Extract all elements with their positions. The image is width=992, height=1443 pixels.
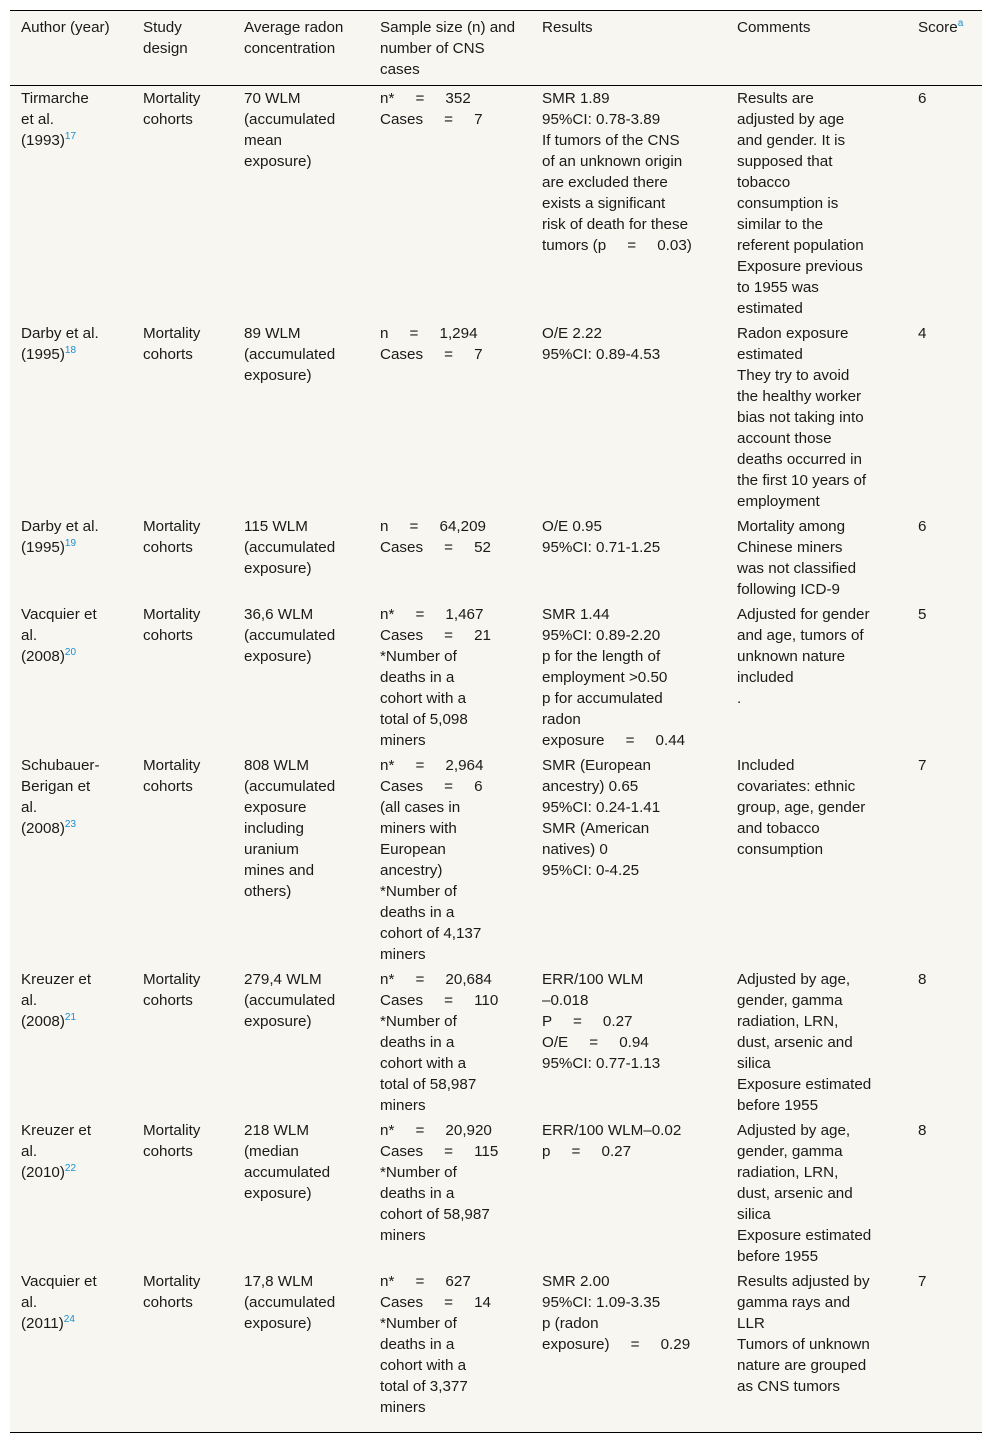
design-line: cohorts: [143, 346, 193, 363]
radon-line: uranium: [244, 841, 299, 858]
comments-line: employment: [737, 493, 820, 510]
cell-score: [907, 1269, 982, 1420]
design-line: cohorts: [143, 1143, 193, 1160]
cell-author: [10, 514, 132, 602]
radon-line: mean: [244, 132, 282, 149]
cell-radon: [233, 514, 369, 602]
author-line: $(2008)^{21}$: [21, 1011, 77, 1030]
results-line: SMR 1.89: [542, 90, 610, 107]
radon-line: (accumulated: [244, 627, 336, 644]
comments-line: estimated: [737, 346, 803, 363]
sample-line: cohort with a: [380, 1055, 467, 1072]
sample-line: deaths in a: [380, 669, 455, 686]
comments-line: Adjusted by age,: [737, 971, 851, 988]
radon-line: (accumulated: [244, 111, 336, 128]
results-line: If tumors of the CNS: [542, 132, 680, 149]
reference-link[interactable]: 18: [64, 344, 77, 356]
comments-line: was not classified: [737, 560, 857, 577]
results-line: SMR 2.00: [542, 1273, 610, 1290]
comments-line: dust, arsenic and: [737, 1034, 853, 1051]
table-body: [10, 86, 982, 1421]
sample-line: *Number of: [380, 1315, 457, 1332]
sample-line: deaths in a: [380, 1336, 455, 1353]
results-line: p = 0.27: [542, 1143, 632, 1160]
table-row: [10, 602, 982, 753]
radon-line: 89 WLM: [244, 325, 301, 342]
design-line: cohorts: [143, 111, 193, 128]
comments-line: silica: [737, 1055, 771, 1072]
radon-line: 279,4 WLM: [244, 971, 322, 988]
score-value: 8: [918, 971, 927, 988]
table-header-row: [10, 11, 982, 86]
author-line: $(2011)^{24}$: [21, 1313, 75, 1332]
comments-line: before 1955: [737, 1097, 819, 1114]
results-line: exposure = 0.44: [542, 732, 686, 749]
comments-line: silica: [737, 1206, 771, 1223]
cell-design: [132, 602, 233, 753]
sample-line: Cases = 6: [380, 778, 483, 795]
sample-line: Cases = 110: [380, 992, 499, 1009]
radon-line: (accumulated: [244, 346, 336, 363]
author-line: $(1995)^{18}$: [21, 344, 77, 363]
author-line: Kreuzer et: [21, 1122, 92, 1139]
radon-line: (accumulated: [244, 1294, 336, 1311]
cell-sample: [369, 602, 531, 753]
sample-line: European: [380, 841, 446, 858]
radon-line: exposure): [244, 367, 312, 384]
studies-table-container: [10, 10, 982, 1433]
author-line: al.: [21, 992, 38, 1009]
author-line: al.: [21, 1143, 38, 1160]
cell-radon: [233, 86, 369, 322]
cell-sample: [369, 1118, 531, 1269]
sample-line: Cases = 115: [380, 1143, 499, 1160]
design-line: Mortality: [143, 90, 201, 107]
table-row: [10, 967, 982, 1118]
table-row: [10, 1118, 982, 1269]
reference-link[interactable]: 22: [64, 1162, 77, 1174]
comments-line: gender, gamma: [737, 992, 843, 1009]
design-line: cohorts: [143, 1294, 193, 1311]
comments-line: deaths occurred in: [737, 451, 862, 468]
cell-results: [531, 1118, 726, 1269]
cell-comments: [726, 753, 907, 967]
results-line: p for the length of: [542, 648, 661, 665]
sample-line: miners: [380, 946, 426, 963]
score-value: 8: [918, 1122, 927, 1139]
design-line: Mortality: [143, 971, 201, 988]
comments-line: Mortality among: [737, 518, 846, 535]
cell-score: [907, 967, 982, 1118]
score-value: 6: [918, 518, 927, 535]
score-value: 7: [918, 757, 927, 774]
results-line: 95%CI: 0-4.25: [542, 862, 640, 879]
cell-design: [132, 1269, 233, 1420]
sample-line: total of 3,377: [380, 1378, 468, 1395]
comments-line: and tobacco: [737, 820, 820, 837]
results-line: ERR/100 WLM: [542, 971, 644, 988]
comments-line: consumption: [737, 841, 824, 858]
design-line: cohorts: [143, 627, 193, 644]
author-line: Schubauer-: [21, 757, 100, 774]
comments-line: included: [737, 669, 794, 686]
comments-line: and gender. It is: [737, 132, 846, 149]
author-line: $(1995)^{19}$: [21, 537, 77, 556]
comments-line: referent population: [737, 237, 864, 254]
comments-line: Included: [737, 757, 795, 774]
radon-line: mines and: [244, 862, 315, 879]
cell-results: [531, 602, 726, 753]
cell-design: [132, 86, 233, 322]
reference-link[interactable]: 24: [63, 1313, 75, 1325]
results-line: 95%CI: 0.77-1.13: [542, 1055, 661, 1072]
comments-line: nature are grouped: [737, 1357, 867, 1374]
results-line: 95%CI: 0.71-1.25: [542, 539, 661, 556]
comments-line: dust, arsenic and: [737, 1185, 853, 1202]
radon-line: 17,8 WLM: [244, 1273, 314, 1290]
comments-line: .: [737, 690, 742, 707]
header-radon: Average radon concentration: [233, 11, 369, 86]
sample-line: deaths in a: [380, 1185, 455, 1202]
cell-sample: [369, 753, 531, 967]
table-row: [10, 753, 982, 967]
sample-line: Cases = 52: [380, 539, 492, 556]
cell-author: [10, 1118, 132, 1269]
comments-line: Tumors of unknown: [737, 1336, 870, 1353]
sample-line: n = 64,209: [380, 518, 486, 535]
sample-line: miners: [380, 732, 426, 749]
cell-comments: [726, 514, 907, 602]
radon-line: exposure): [244, 1185, 312, 1202]
cell-design: [132, 321, 233, 514]
sample-line: n = 1,294: [380, 325, 478, 342]
cell-comments: [726, 967, 907, 1118]
author-line: Berigan et: [21, 778, 91, 795]
sample-line: deaths in a: [380, 904, 455, 921]
sample-line: cohort of 58,987: [380, 1206, 490, 1223]
radon-line: including: [244, 820, 304, 837]
author-line: al.: [21, 1294, 38, 1311]
cell-sample: [369, 514, 531, 602]
comments-line: to 1955 was: [737, 279, 819, 296]
comments-line: Results are: [737, 90, 814, 107]
score-value: 6: [918, 90, 927, 107]
score-value: 7: [918, 1273, 927, 1290]
comments-line: similar to the: [737, 216, 824, 233]
author-line: $(1993)^{17}$: [21, 130, 77, 149]
radon-line: exposure): [244, 1315, 312, 1332]
cell-design: [132, 967, 233, 1118]
radon-line: exposure: [244, 799, 307, 816]
sample-line: n* = 627: [380, 1273, 471, 1290]
header-score-label: Score: [918, 19, 958, 36]
radon-line: 70 WLM: [244, 90, 301, 107]
results-line: natives) 0: [542, 841, 608, 858]
header-results: Results: [531, 11, 726, 86]
results-line: p (radon: [542, 1315, 599, 1332]
author-line: al.: [21, 799, 38, 816]
cell-radon: [233, 1118, 369, 1269]
comments-line: unknown nature: [737, 648, 846, 665]
comments-line: They try to avoid: [737, 367, 850, 384]
radon-line: 218 WLM: [244, 1122, 309, 1139]
design-line: cohorts: [143, 539, 193, 556]
cell-sample: [369, 86, 531, 322]
author-line: Darby et al.: [21, 325, 99, 342]
cell-author: [10, 967, 132, 1118]
author-line: Kreuzer et: [21, 971, 92, 988]
cell-radon: [233, 967, 369, 1118]
comments-line: tobacco: [737, 174, 791, 191]
sample-line: n* = 2,964: [380, 757, 484, 774]
sample-line: *Number of: [380, 648, 457, 665]
sample-line: n* = 20,920: [380, 1122, 492, 1139]
results-line: 95%CI: 0.78-3.89: [542, 111, 661, 128]
sample-line: *Number of: [380, 1164, 457, 1181]
radon-line: (accumulated: [244, 778, 336, 795]
radon-line: (accumulated: [244, 992, 336, 1009]
results-line: p for accumulated: [542, 690, 663, 707]
comments-line: as CNS tumors: [737, 1378, 840, 1395]
comments-line: Results adjusted by: [737, 1273, 870, 1290]
sample-line: Cases = 7: [380, 111, 483, 128]
score-footnote-link[interactable]: a: [957, 17, 964, 29]
cell-score: [907, 753, 982, 967]
comments-line: the first 10 years of: [737, 472, 867, 489]
radon-line: (median: [244, 1143, 299, 1160]
results-line: ERR/100 WLM–0.02: [542, 1122, 682, 1139]
header-sample-size: Sample size (n) and number of CNS cases: [369, 11, 531, 86]
comments-line: the healthy worker: [737, 388, 862, 405]
sample-line: Cases = 21: [380, 627, 492, 644]
sample-line: total of 58,987: [380, 1076, 477, 1093]
reference-link[interactable]: 23: [64, 818, 77, 830]
cell-score: [907, 86, 982, 322]
author-line: Vacquier et: [21, 606, 97, 623]
comments-line: supposed that: [737, 153, 833, 170]
sample-line: deaths in a: [380, 1034, 455, 1051]
radon-line: (accumulated: [244, 539, 336, 556]
radon-line: exposure): [244, 1013, 312, 1030]
comments-line: before 1955: [737, 1248, 819, 1265]
results-line: –0.018: [542, 992, 589, 1009]
cell-sample: [369, 1269, 531, 1420]
table-row: [10, 514, 982, 602]
sample-line: n* = 20,684: [380, 971, 492, 988]
comments-line: account those: [737, 430, 832, 447]
results-line: are excluded there: [542, 174, 668, 191]
sample-line: miners: [380, 1227, 426, 1244]
radon-line: exposure): [244, 560, 312, 577]
sample-line: Cases = 7: [380, 346, 483, 363]
cell-design: [132, 753, 233, 967]
results-line: tumors (p = 0.03): [542, 237, 692, 254]
radon-line: 36,6 WLM: [244, 606, 314, 623]
comments-line: Adjusted by age,: [737, 1122, 851, 1139]
comments-line: Adjusted for gender: [737, 606, 870, 623]
comments-line: group, age, gender: [737, 799, 866, 816]
cell-comments: [726, 602, 907, 753]
cell-comments: [726, 1118, 907, 1269]
comments-line: radiation, LRN,: [737, 1013, 839, 1030]
comments-line: Exposure estimated: [737, 1076, 872, 1093]
radon-line: 808 WLM: [244, 757, 309, 774]
cell-score: [907, 1118, 982, 1269]
results-line: P = 0.27: [542, 1013, 633, 1030]
results-line: ancestry) 0.65: [542, 778, 639, 795]
comments-line: adjusted by age: [737, 111, 845, 128]
results-line: exposure) = 0.29: [542, 1336, 691, 1353]
author-line: $(2008)^{23}$: [21, 818, 77, 837]
cell-score: [907, 321, 982, 514]
cell-score: [907, 514, 982, 602]
header-study-design: Study design: [132, 11, 233, 86]
results-line: 95%CI: 0.89-2.20: [542, 627, 661, 644]
sample-line: (all cases in: [380, 799, 461, 816]
comments-line: bias not taking into: [737, 409, 864, 426]
cell-comments: [726, 321, 907, 514]
cell-radon: [233, 602, 369, 753]
results-line: SMR 1.44: [542, 606, 610, 623]
results-line: O/E = 0.94: [542, 1034, 649, 1051]
reference-link[interactable]: 21: [64, 1011, 77, 1023]
cell-design: [132, 514, 233, 602]
author-line: Vacquier et: [21, 1273, 97, 1290]
sample-line: *Number of: [380, 883, 457, 900]
design-line: Mortality: [143, 325, 201, 342]
cell-results: [531, 321, 726, 514]
design-line: cohorts: [143, 992, 193, 1009]
cell-author: [10, 321, 132, 514]
score-value: 4: [918, 325, 927, 342]
design-line: Mortality: [143, 1273, 201, 1290]
sample-line: n* = 1,467: [380, 606, 484, 623]
cell-author: [10, 1269, 132, 1420]
cell-author: [10, 602, 132, 753]
author-line: al.: [21, 627, 38, 644]
cell-sample: [369, 967, 531, 1118]
cell-author: [10, 753, 132, 967]
cell-results: [531, 753, 726, 967]
studies-table: [10, 11, 982, 1420]
radon-line: others): [244, 883, 292, 900]
cell-author: [10, 86, 132, 322]
cell-radon: [233, 753, 369, 967]
author-line: Darby et al.: [21, 518, 99, 535]
cell-radon: [233, 1269, 369, 1420]
cell-results: [531, 86, 726, 322]
sample-line: cohort with a: [380, 1357, 467, 1374]
cell-design: [132, 1118, 233, 1269]
sample-line: cohort of 4,137: [380, 925, 482, 942]
sample-line: Cases = 14: [380, 1294, 492, 1311]
cell-comments: [726, 86, 907, 322]
author-line: $(2008)^{20}$: [21, 646, 77, 665]
results-line: O/E 2.22: [542, 325, 602, 342]
design-line: cohorts: [143, 778, 193, 795]
results-line: radon: [542, 711, 581, 728]
comments-line: radiation, LRN,: [737, 1164, 839, 1181]
comments-line: covariates: ethnic: [737, 778, 856, 795]
results-line: risk of death for these: [542, 216, 689, 233]
sample-line: n* = 352: [380, 90, 471, 107]
comments-line: consumption is: [737, 195, 839, 212]
sample-line: cohort with a: [380, 690, 467, 707]
cell-score: [907, 602, 982, 753]
radon-line: 115 WLM: [244, 518, 308, 535]
cell-results: [531, 1269, 726, 1420]
radon-line: accumulated: [244, 1164, 331, 1181]
radon-line: exposure): [244, 648, 312, 665]
table-row: [10, 321, 982, 514]
comments-line: gender, gamma: [737, 1143, 843, 1160]
sample-line: miners: [380, 1399, 426, 1416]
comments-line: estimated: [737, 300, 803, 317]
cell-sample: [369, 321, 531, 514]
header-author: Author (year): [10, 11, 132, 86]
results-line: exists a significant: [542, 195, 666, 212]
cell-results: [531, 967, 726, 1118]
score-value: 5: [918, 606, 927, 623]
sample-line: miners with: [380, 820, 457, 837]
results-line: 95%CI: 0.24-1.41: [542, 799, 661, 816]
design-line: Mortality: [143, 757, 201, 774]
table-row: [10, 86, 982, 322]
results-line: of an unknown origin: [542, 153, 683, 170]
reference-link[interactable]: 20: [64, 646, 77, 658]
results-line: employment >0.50: [542, 669, 668, 686]
cell-radon: [233, 321, 369, 514]
design-line: Mortality: [143, 518, 201, 535]
sample-line: ancestry): [380, 862, 443, 879]
results-line: SMR (American: [542, 820, 650, 837]
comments-line: following ICD-9: [737, 581, 840, 598]
sample-line: *Number of: [380, 1013, 457, 1030]
results-line: O/E 0.95: [542, 518, 602, 535]
comments-line: gamma rays and: [737, 1294, 851, 1311]
cell-results: [531, 514, 726, 602]
sample-line: miners: [380, 1097, 426, 1114]
radon-line: exposure): [244, 153, 312, 170]
results-line: SMR (European: [542, 757, 651, 774]
design-line: Mortality: [143, 606, 201, 623]
header-score: [907, 11, 982, 86]
reference-link[interactable]: 17: [64, 130, 77, 142]
results-line: 95%CI: 0.89-4.53: [542, 346, 661, 363]
author-line: Tirmarche: [21, 90, 89, 107]
author-line: et al.: [21, 111, 54, 128]
comments-line: Chinese miners: [737, 539, 843, 556]
comments-line: LLR: [737, 1315, 765, 1332]
comments-line: and age, tumors of: [737, 627, 864, 644]
design-line: Mortality: [143, 1122, 201, 1139]
results-line: 95%CI: 1.09-3.35: [542, 1294, 661, 1311]
comments-line: Radon exposure: [737, 325, 849, 342]
comments-line: Exposure estimated: [737, 1227, 872, 1244]
header-comments: Comments: [726, 11, 907, 86]
cell-comments: [726, 1269, 907, 1420]
comments-line: Exposure previous: [737, 258, 863, 275]
author-line: $(2010)^{22}$: [21, 1162, 77, 1181]
reference-link[interactable]: 19: [64, 537, 77, 549]
table-row: [10, 1269, 982, 1420]
sample-line: total of 5,098: [380, 711, 468, 728]
